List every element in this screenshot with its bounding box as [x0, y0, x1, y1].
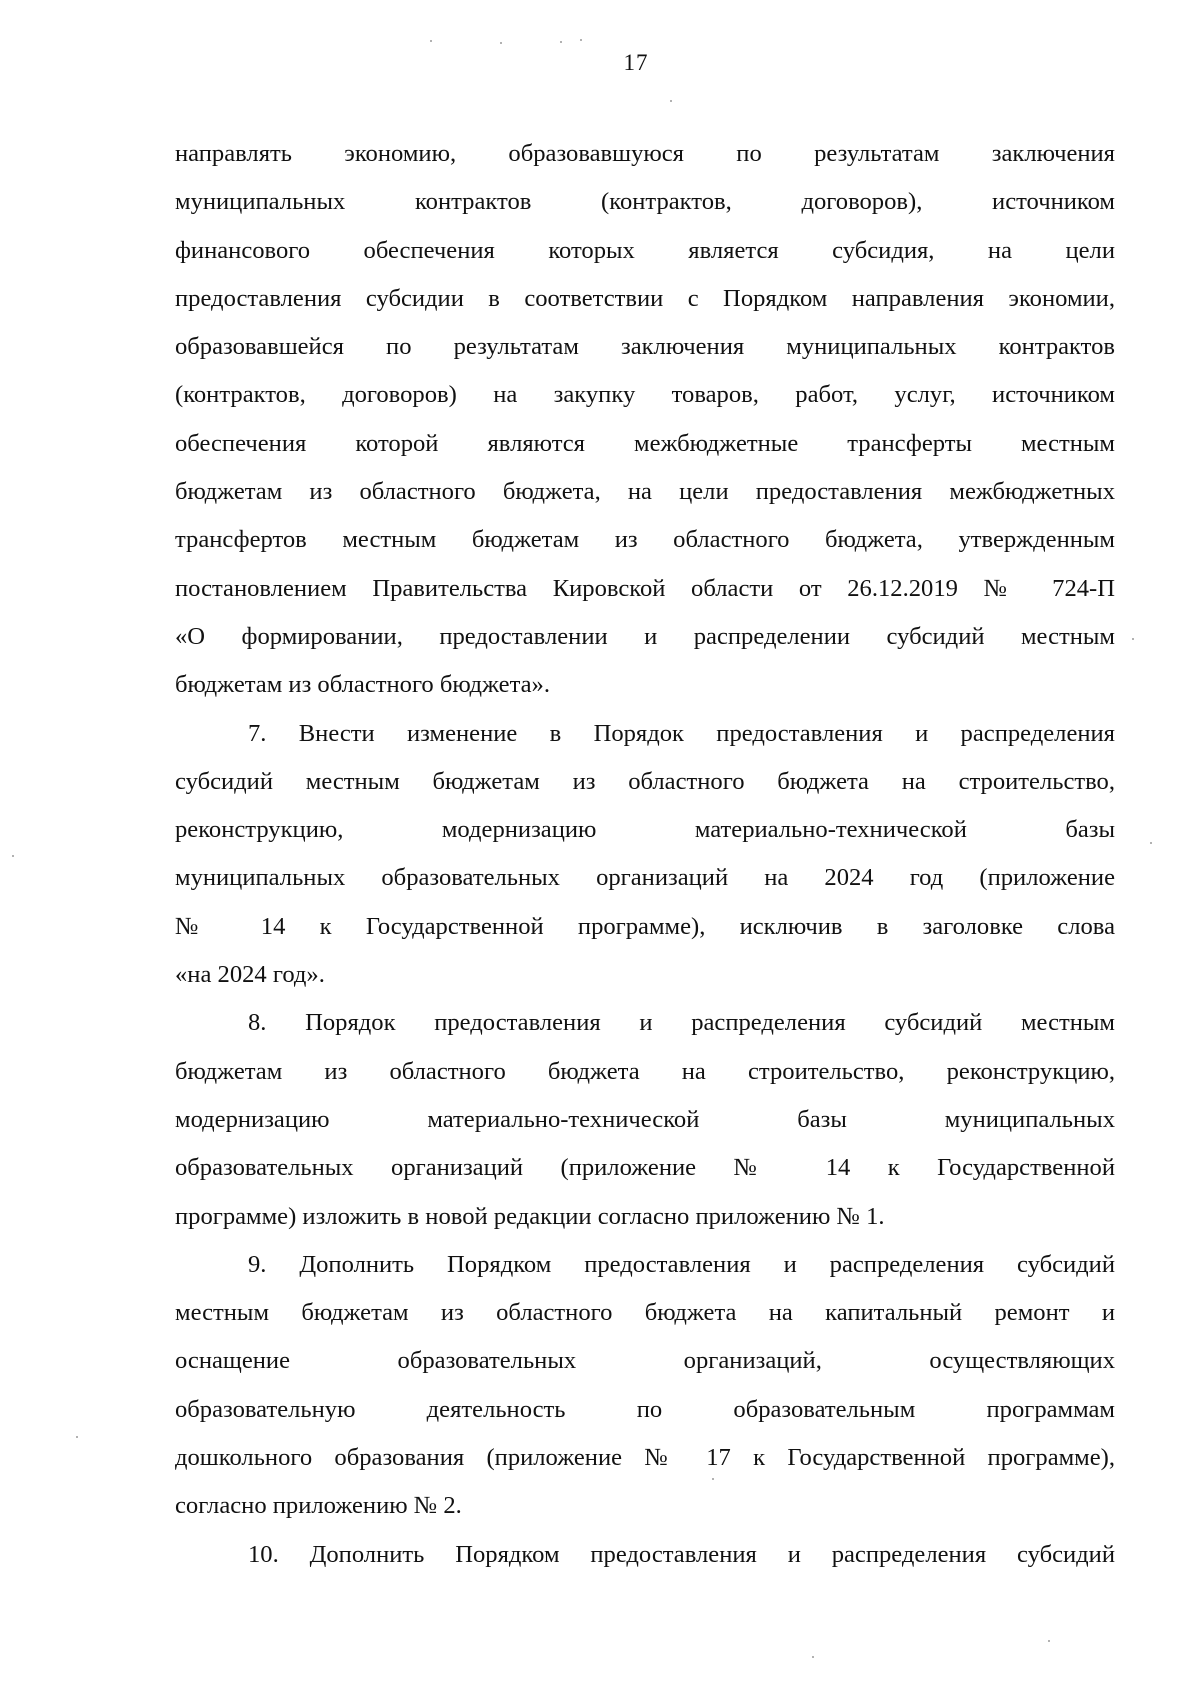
- scan-speck: [12, 855, 14, 857]
- text-line: «на 2024 год».: [175, 961, 325, 989]
- scan-speck: [1132, 638, 1134, 640]
- text-line: «О формировании, предоставлении и распределении субсидий местным: [175, 622, 1115, 650]
- text-line: муниципальных образовательных организаций на 2024 год (приложение: [175, 864, 1115, 892]
- text-line: бюджетам из областного бюджета на строительство, реконструкцию,: [175, 1057, 1115, 1085]
- scan-speck: [1150, 842, 1152, 844]
- text-line: согласно приложению № 2.: [175, 1492, 462, 1520]
- paragraph-8-first-line: 8. Порядок предоставления и распределения субсидий местным: [248, 1009, 1115, 1037]
- text-line: постановлением Правительства Кировской области от 26.12.2019 № 724-П: [175, 574, 1115, 602]
- text-line: обеспечения которой являются межбюджетные трансферты местным: [175, 429, 1115, 457]
- text-line: субсидий местным бюджетам из областного бюджета на строительство,: [175, 767, 1115, 795]
- text-line: трансфертов местным бюджетам из областного бюджета, утвержденным: [175, 526, 1115, 554]
- scan-speck: [812, 1656, 814, 1658]
- text-line: программе) изложить в новой редакции согласно приложению № 1.: [175, 1202, 885, 1230]
- text-line: образовательную деятельность по образовательным программам: [175, 1395, 1115, 1423]
- page-number: 17: [623, 50, 649, 75]
- scan-speck: [500, 42, 502, 44]
- text-line: предоставления субсидии в соответствии с Порядком направления экономии,: [175, 284, 1115, 312]
- scan-speck: [712, 1478, 714, 1480]
- text-line: оснащение образовательных организаций, осуществляющих: [175, 1347, 1115, 1375]
- scan-speck: [1048, 1640, 1050, 1642]
- scan-speck: [76, 1436, 78, 1438]
- paragraph-10-first-line: 10. Дополнить Порядком предоставления и распределения субсидий: [248, 1540, 1115, 1568]
- text-line: образовавшейся по результатам заключения муниципальных контрактов: [175, 333, 1115, 361]
- paragraph-9-first-line: 9. Дополнить Порядком предоставления и распределения субсидий: [248, 1250, 1115, 1278]
- text-line: дошкольного образования (приложение № 17 к Государственной программе),: [175, 1444, 1115, 1472]
- text-line: муниципальных контрактов (контрактов, договоров), источником: [175, 188, 1115, 216]
- text-line: бюджетам из областного бюджета, на цели предоставления межбюджетных: [175, 478, 1115, 506]
- text-line: местным бюджетам из областного бюджета на капитальный ремонт и: [175, 1299, 1115, 1327]
- scan-speck: [430, 40, 432, 42]
- text-line: бюджетам из областного бюджета».: [175, 671, 551, 699]
- text-line: № 14 к Государственной программе), исключив в заголовке слова: [175, 912, 1115, 940]
- scan-speck: [670, 100, 672, 102]
- scan-speck: [560, 41, 562, 43]
- text-line: (контрактов, договоров) на закупку товаров, работ, услуг, источником: [175, 381, 1115, 409]
- text-line: реконструкцию, модернизацию материально-технической базы: [175, 816, 1115, 844]
- text-line: финансового обеспечения которых является субсидия, на цели: [175, 236, 1115, 264]
- text-line: образовательных организаций (приложение № 14 к Государственной: [175, 1154, 1115, 1182]
- scan-speck: [580, 39, 582, 41]
- text-line: направлять экономию, образовавшуюся по результатам заключения: [175, 140, 1115, 167]
- document-body: [175, 130, 1115, 1579]
- text-line: модернизацию материально-технической базы муниципальных: [175, 1105, 1115, 1133]
- paragraph-7-first-line: 7. Внести изменение в Порядок предоставления и распределения: [248, 719, 1115, 747]
